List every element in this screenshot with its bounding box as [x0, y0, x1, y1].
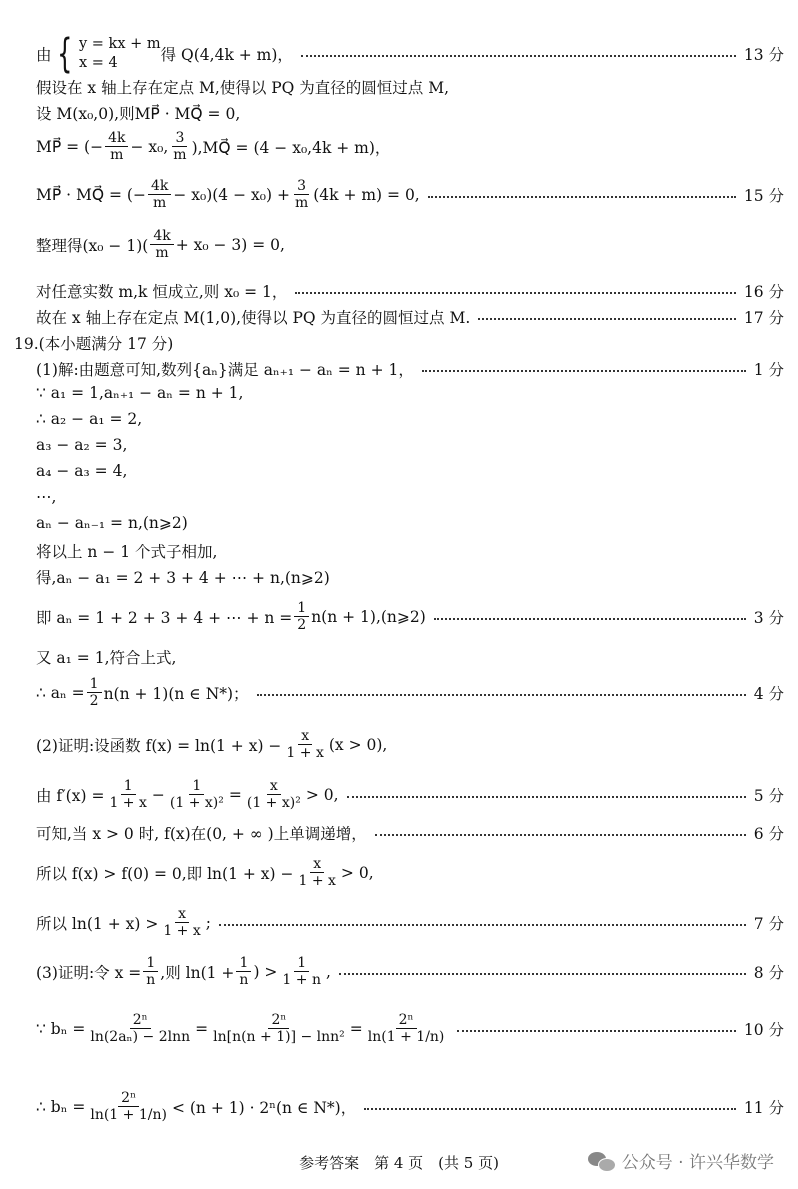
fraction: $\frac{4k}{m}$	[105, 130, 128, 163]
text: 假设在 x 轴上存在定点 M,使得以 PQ 为直径的圆恒过点 M,	[36, 79, 450, 97]
fraction: $\frac{1}{n}$	[143, 955, 158, 988]
fraction: $\frac{3}{m}$	[294, 178, 309, 212]
leader-dots	[434, 618, 746, 620]
text: 整理得(x₀ − 1)(	[36, 236, 149, 255]
fraction: $\frac{1}{1 + x}$	[109, 778, 147, 812]
score-label: 16 分	[743, 283, 784, 301]
fraction: $\frac{x}{1 + x}$	[286, 728, 324, 762]
text: (4k + m) = 0,	[313, 185, 420, 204]
text: ∴ a₂ − a₁ = 2,	[36, 410, 143, 428]
text: 得 Q(4,4k + m)，	[160, 46, 293, 64]
fraction: $\frac{1}{n}$	[236, 955, 251, 988]
text: ∵ bₙ =	[36, 1019, 86, 1038]
eq-row: x = 4	[78, 55, 118, 71]
leader-dots	[295, 292, 735, 294]
fraction: $\frac{4k}{m}$	[148, 178, 171, 211]
text: (1)解:由题意可知,数列{aₙ}满足 aₙ₊₁ − aₙ = n + 1，	[36, 361, 414, 379]
line-fx	[36, 728, 784, 761]
watermark	[588, 1148, 774, 1173]
text: 得,aₙ − a₁ = 2 + 3 + 4 + ⋯ + n,(n⩾2)	[36, 569, 330, 587]
fraction: $\frac{1}{2}$	[294, 600, 309, 633]
line	[36, 566, 784, 588]
line	[36, 436, 784, 454]
score-label: 3 分	[753, 608, 784, 627]
fraction: $\frac{1}{\text{(1 + x)²}}$	[169, 778, 224, 812]
line	[36, 280, 784, 302]
fraction: $\frac{4k}{m}$	[150, 228, 173, 261]
text: 即 aₙ = 1 + 2 + 3 + 4 + ⋯ + n =	[36, 608, 293, 627]
text: 设 M(x₀,0),则MP⃗ · MQ⃗ = 0,	[36, 105, 241, 123]
score-label: 13 分	[743, 46, 784, 64]
line-ln-ineq	[36, 906, 784, 939]
leader-dots	[375, 834, 746, 836]
text: − x₀,	[130, 137, 169, 156]
text: 故在 x 轴上存在定点 M(1,0),使得以 PQ 为直径的圆恒过点 M.	[36, 309, 471, 327]
leader-dots	[422, 370, 746, 372]
eq-row: y = kx + m	[78, 36, 161, 53]
line	[36, 646, 784, 668]
text: 所以 ln(1 + x) >	[36, 914, 159, 933]
leader-dots	[347, 796, 746, 798]
text: n(n + 1),(n⩾2)	[311, 607, 426, 626]
line-bn	[36, 1012, 784, 1045]
text: (3)证明:令 x =	[36, 963, 142, 982]
line	[36, 488, 784, 506]
fraction: $\frac{1}{2}$	[87, 676, 102, 709]
text: 将以上 n − 1 个式子相加,	[36, 543, 218, 561]
line	[36, 306, 784, 328]
line-q-point	[36, 31, 784, 77]
fraction: $\frac{1}{1 + n}$	[282, 955, 321, 989]
text: =	[228, 785, 242, 804]
text: ;	[205, 913, 211, 932]
fraction: $\frac{x}{\text{(1 + x)²}}$	[246, 778, 301, 812]
line-sum	[36, 600, 784, 633]
text: − x₀)(4 − x₀) +	[173, 185, 290, 204]
line-f-positive	[36, 856, 784, 889]
text: ,则 ln(1 +	[160, 963, 235, 982]
line-dot-product	[36, 178, 784, 211]
line	[36, 358, 784, 380]
fraction: $\frac{3}{m}$	[173, 130, 187, 164]
text: 所以 f(x) > f(0) = 0,即 ln(1 + x) −	[36, 864, 294, 883]
wechat-icon	[588, 1150, 616, 1172]
text: ∴ bₙ =	[36, 1097, 86, 1116]
text: ,	[325, 962, 331, 981]
score-label: 17 分	[743, 309, 784, 327]
text: > 0,	[305, 785, 339, 804]
line-mp-mq	[36, 130, 784, 163]
text: =	[349, 1019, 363, 1038]
text: ∴ aₙ =	[36, 683, 85, 702]
text: + x₀ − 3) = 0,	[175, 235, 285, 254]
text: MP⃗ · MQ⃗ = (−	[36, 185, 146, 204]
text: a₄ − a₃ = 4,	[36, 462, 128, 480]
text: =	[195, 1019, 209, 1038]
leader-dots	[301, 55, 736, 57]
line	[36, 76, 784, 98]
fraction: $\frac{x}{1 + x}$	[163, 906, 201, 940]
text: n(n + 1)(n ∈ N*)；	[103, 684, 249, 703]
text: 19.(本小题满分 17 分)	[14, 335, 174, 353]
score-label: 5 分	[753, 786, 784, 805]
text: aₙ − aₙ₋₁ = n,(n⩾2)	[36, 514, 188, 532]
line-let-x	[36, 955, 784, 988]
score-label: 10 分	[743, 1020, 784, 1039]
text: (2)证明:设函数 f(x) = ln(1 + x) −	[36, 736, 282, 755]
text: MP⃗ = (−	[36, 137, 104, 156]
score-label: 11 分	[743, 1098, 784, 1117]
leader-dots	[428, 196, 736, 198]
line	[36, 102, 784, 124]
score-label: 4 分	[753, 684, 784, 703]
text: a₃ − a₂ = 3,	[36, 436, 128, 454]
leader-dots	[364, 1108, 736, 1110]
equation-system: { y = kx + m x = 4	[56, 31, 161, 77]
line-an	[36, 676, 784, 709]
text: 由 f′(x) =	[36, 786, 105, 805]
text: > 0,	[340, 863, 374, 882]
text: 对任意实数 m,k 恒成立,则 x₀ = 1，	[36, 283, 288, 301]
fraction: $\frac{\text{2ⁿ}}{\text{ln[n(n + 1)] − lnn²}}$	[213, 1012, 345, 1046]
score-label: 8 分	[753, 963, 784, 982]
line	[36, 822, 784, 844]
score-label: 15 分	[743, 186, 784, 205]
score-label: 1 分	[753, 361, 784, 379]
text: (x > 0),	[328, 735, 388, 754]
score-label: 7 分	[753, 914, 784, 933]
leader-dots	[219, 924, 746, 926]
fraction: $\frac{\text{2ⁿ}}{\ln(1 + 1/n)}$	[367, 1012, 445, 1046]
fraction: $\frac{x}{1 + x}$	[298, 856, 336, 890]
fraction: $\frac{\text{2ⁿ}}{\ln(1 + 1/n)}$	[90, 1090, 167, 1124]
text: ⋯,	[36, 488, 57, 506]
line-simplify	[36, 228, 784, 261]
text: 又 a₁ = 1,符合上式,	[36, 649, 177, 667]
leader-dots	[257, 694, 746, 696]
line-derivative	[36, 778, 784, 811]
line	[36, 462, 784, 480]
page-footer: 参考答案 第 4 页 (共 5 页)	[299, 1154, 499, 1172]
leader-dots	[478, 318, 736, 320]
line-bn-bound	[36, 1090, 784, 1123]
leader-dots	[457, 1030, 735, 1032]
text: ),MQ⃗ = (4 − x₀,4k + m)，	[191, 138, 391, 157]
problem-heading	[14, 332, 784, 354]
leader-dots	[339, 973, 746, 975]
text: −	[151, 785, 165, 804]
text: ∵ a₁ = 1,aₙ₊₁ − aₙ = n + 1,	[36, 384, 244, 402]
text: < (n + 1) · 2ⁿ(n ∈ N*)，	[171, 1098, 357, 1117]
fraction: $\frac{\text{2ⁿ}}{\text{ln(2aₙ) − 2lnn}}$	[90, 1012, 191, 1046]
line	[36, 514, 784, 532]
line	[36, 384, 784, 402]
watermark-text: 公众号 · 许兴华数学	[621, 1153, 774, 1173]
line	[36, 410, 784, 428]
text: ) >	[253, 962, 278, 981]
line	[36, 540, 784, 562]
text: 可知,当 x > 0 时, f(x)在(0, + ∞ )上单调递增，	[36, 825, 367, 843]
score-label: 6 分	[753, 825, 784, 843]
text: 由	[36, 46, 52, 64]
